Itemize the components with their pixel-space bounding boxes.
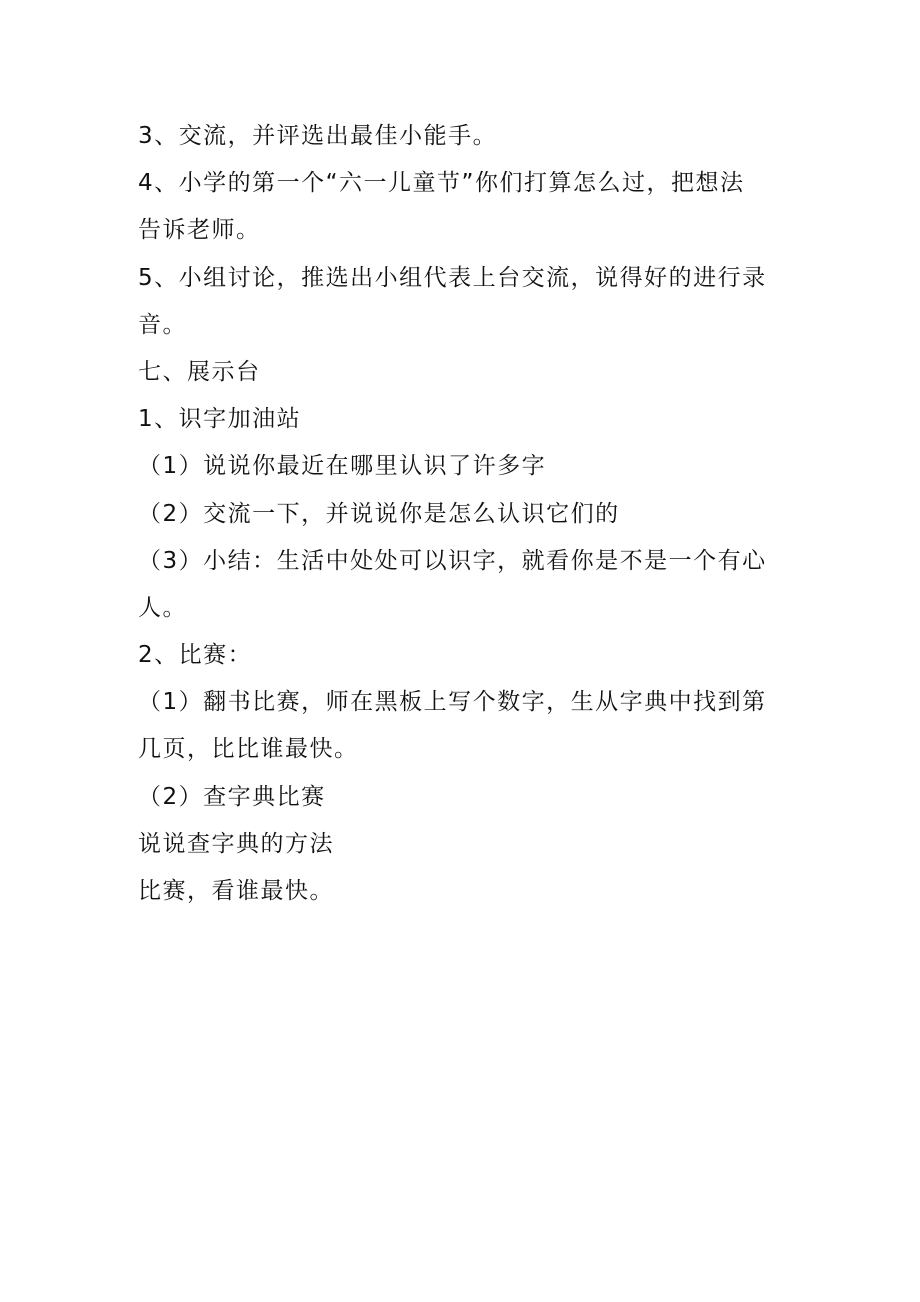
- document-body: [138, 113, 778, 915]
- text-line: 比赛，看谁最快。: [138, 878, 334, 904]
- text-line: （3）小结：生活中处处可以识字，就看你是不是一个有心: [138, 547, 767, 574]
- text-line: 音。: [138, 311, 187, 338]
- subsection-heading: 1、识字加油站: [138, 406, 302, 433]
- text-line: 4、小学的第一个“六一儿童节”你们打算怎么过，把想法: [138, 170, 745, 197]
- text-line: 5、小组讨论，推选出小组代表上台交流，说得好的进行录: [138, 264, 767, 291]
- text-line: 人。: [138, 594, 187, 621]
- text-line: （1）说说你最近在哪里认识了许多字: [138, 453, 547, 480]
- text-line: （2）交流一下，并说说你是怎么认识它们的: [138, 500, 620, 527]
- section-heading: 七、展示台: [138, 358, 261, 385]
- text-line: 告诉老师。: [138, 217, 261, 244]
- text-line: 3、交流，并评选出最佳小能手。: [138, 123, 498, 149]
- text-line: 说说查字典的方法: [138, 830, 334, 857]
- text-line: （2）查字典比赛: [138, 783, 326, 810]
- text-line: （1）翻书比赛，师在黑板上写个数字，生从字典中找到第: [138, 689, 767, 716]
- subsection-heading: 2、比赛：: [138, 642, 253, 669]
- text-line: 几页，比比谁最快。: [138, 736, 359, 763]
